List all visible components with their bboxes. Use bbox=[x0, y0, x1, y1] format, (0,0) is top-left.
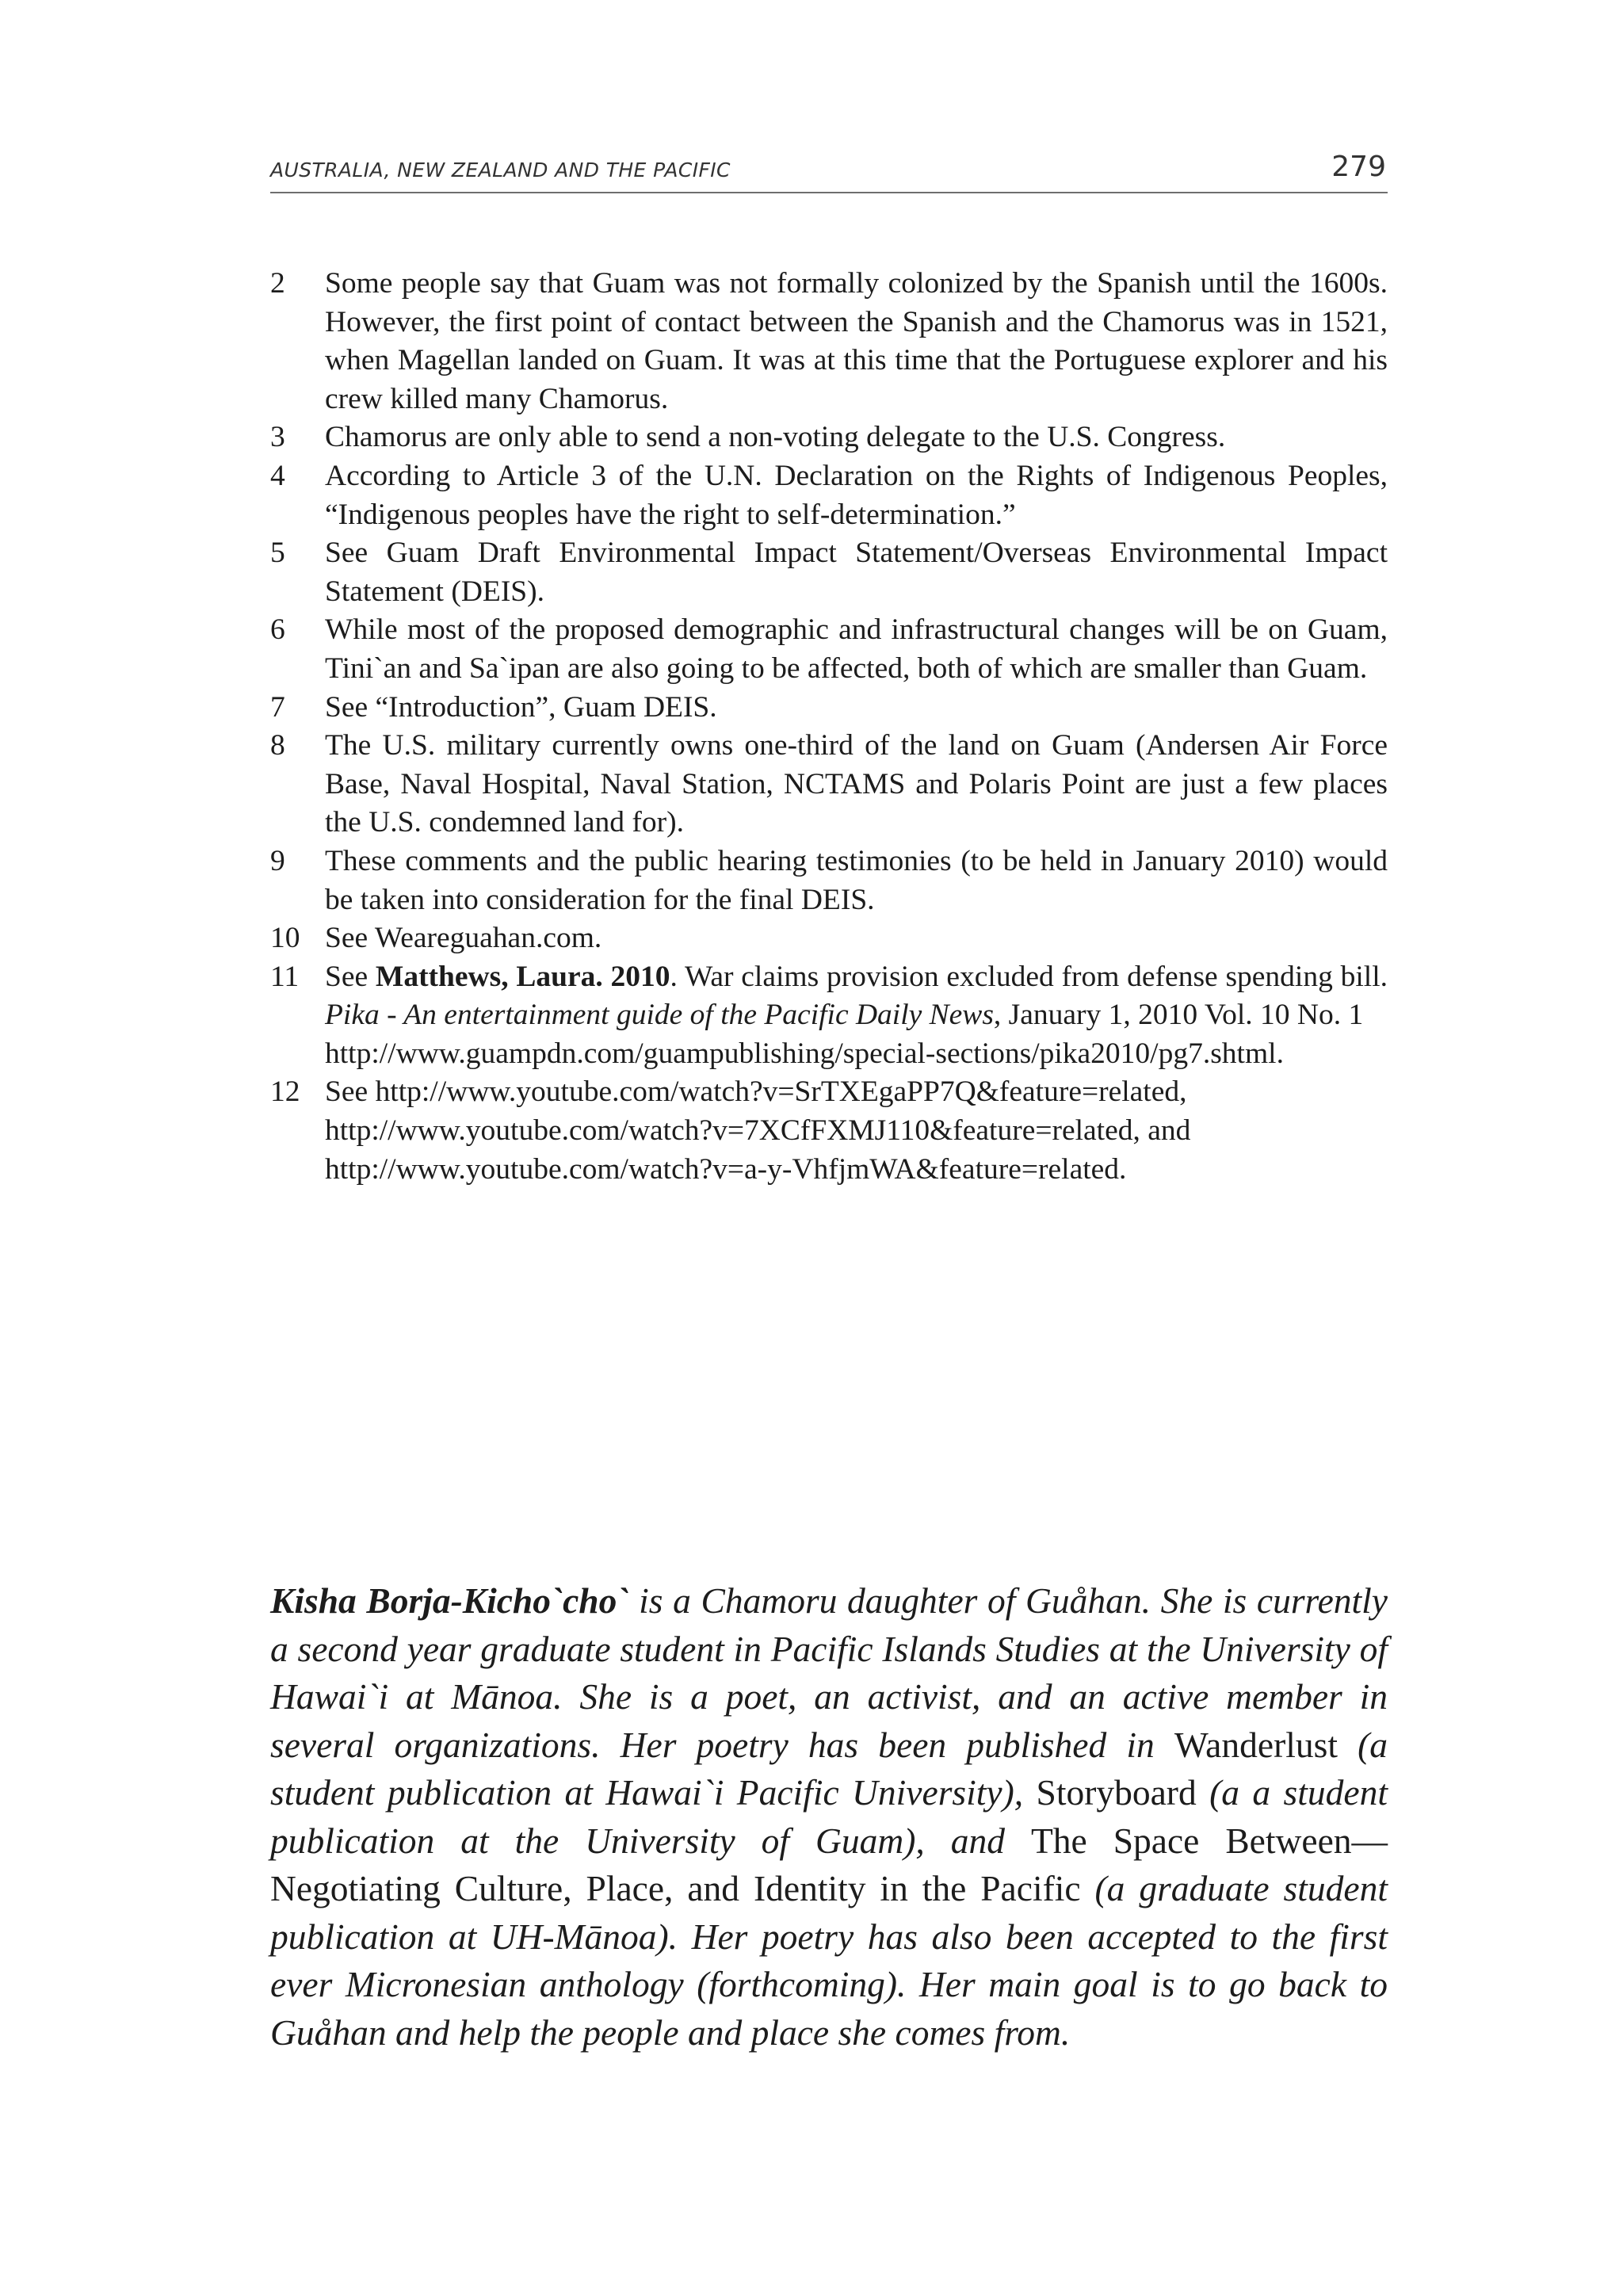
endnote-number: 11 bbox=[270, 960, 300, 993]
publication-title: Wanderlust bbox=[1174, 1724, 1338, 1765]
endnote-number: 9 bbox=[270, 844, 285, 877]
endnote-number: 4 bbox=[270, 459, 285, 492]
endnote-text: While most of the proposed demographic and infrastructural changes will be on Guam, Tini`an and Sa`ipan are also going to be affected, both of which are smaller than Guam. bbox=[325, 613, 1388, 685]
endnote bbox=[270, 611, 1388, 688]
endnote-prefix: See bbox=[325, 960, 376, 993]
bio-text: is a Chamoru daughter of Guåhan. She is currently a second year graduate student in Pacific Islands Studies at the University of Hawai`i at Mānoa. She is a poet, an activist, and an active member in several organizations. Her poetry has been published in bbox=[270, 1580, 1388, 1765]
endnote-text: These comments and the public hearing testimonies (to be held in January 2010) would be taken into consideration for the final DEIS. bbox=[325, 844, 1388, 916]
endnote bbox=[270, 1073, 1388, 1189]
citation-issue: , January 1, 2010 Vol. 10 No. 1 bbox=[993, 999, 1364, 1032]
endnotes bbox=[270, 265, 1388, 1189]
endnote-text: Some people say that Guam was not formally colonized by the Spanish until the 1600s. However, the first point of contact between the Spanish and the Chamorus was in 1521, when Magellan landed on Guam. It was at this time that the Portuguese explorer and his crew killed many Chamorus. bbox=[325, 267, 1388, 415]
endnote bbox=[270, 727, 1388, 842]
video-link: http://www.youtube.com/watch?v=7XCfFXMJ110&feature=related, and bbox=[325, 1114, 1191, 1148]
citation-author: Matthews, Laura. 2010 bbox=[375, 960, 670, 993]
endnote bbox=[270, 689, 1388, 728]
endnote-number: 2 bbox=[270, 267, 285, 300]
endnote-number: 7 bbox=[270, 690, 285, 724]
bio-text: (a graduate student publication at UH-Mānoa). Her poetry has also been accepted to the first ever Micronesian anthology (forthcoming). Her main goal is to go back to Guåhan and help the people and place she comes from. bbox=[270, 1868, 1388, 2053]
author-bio bbox=[270, 1577, 1388, 2057]
endnote-text bbox=[325, 1073, 1388, 1189]
endnote-text: Chamorus are only able to send a non-voting delegate to the U.S. Congress. bbox=[325, 421, 1226, 454]
endnote-number: 10 bbox=[270, 922, 300, 955]
video-link: See http://www.youtube.com/watch?v=SrTXEgaPP7Q&feature=related, bbox=[325, 1075, 1187, 1109]
bio-text: (a student publication at Hawai`i Pacific University), bbox=[270, 1724, 1388, 1813]
citation-title: . War claims provision excluded from defense spending bill. bbox=[670, 960, 1388, 993]
running-header bbox=[270, 149, 1388, 193]
endnote-text bbox=[325, 958, 1388, 1074]
endnote bbox=[270, 958, 1388, 1074]
endnote-text: The U.S. military currently owns one-third of the land on Guam (Andersen Air Force Base, Naval Hospital, Naval Station, NCTAMS and Polaris Point are just a few places the U.S. condemned land for). bbox=[325, 729, 1388, 839]
endnote-text: See Weareguahan.com. bbox=[325, 922, 602, 955]
endnote-text: See Guam Draft Environmental Impact Statement/Overseas Environmental Impact Statement (DEIS). bbox=[325, 537, 1388, 608]
endnote bbox=[270, 418, 1388, 457]
endnote-text: See “Introduction”, Guam DEIS. bbox=[325, 690, 717, 724]
endnote bbox=[270, 265, 1388, 418]
video-link: http://www.youtube.com/watch?v=a-y-VhfjmWA&feature=related. bbox=[325, 1152, 1127, 1186]
endnote-number: 12 bbox=[270, 1075, 300, 1109]
publication-title: Storyboard bbox=[1036, 1772, 1197, 1813]
citation-url: http://www.guampdn.com/guampublishing/special-sections/pika2010/pg7.shtml. bbox=[325, 1037, 1284, 1070]
endnote-number: 8 bbox=[270, 729, 285, 762]
bio-text: (a a student publication at the University of Guam), and bbox=[270, 1772, 1388, 1861]
endnote bbox=[270, 534, 1388, 611]
running-title: AUSTRALIA, NEW ZEALAND AND THE PACIFIC bbox=[270, 159, 731, 181]
publication-title: The Space Between—Negotiating Culture, Place, and Identity in the Pacific bbox=[270, 1820, 1388, 1908]
endnote-number: 6 bbox=[270, 613, 285, 647]
endnote bbox=[270, 919, 1388, 958]
page-number: 279 bbox=[1331, 151, 1386, 183]
endnote-number: 3 bbox=[270, 421, 285, 454]
endnote-text: According to Article 3 of the U.N. Declaration on the Rights of Indigenous Peoples, “Indigenous peoples have the right to self-determination.” bbox=[325, 459, 1388, 531]
endnote-number: 5 bbox=[270, 537, 285, 570]
author-name: Kisha Borja-Kicho`cho` bbox=[270, 1580, 629, 1621]
endnote bbox=[270, 457, 1388, 534]
endnote bbox=[270, 842, 1388, 919]
citation-source: Pika - An entertainment guide of the Pacific Daily News bbox=[325, 999, 994, 1032]
